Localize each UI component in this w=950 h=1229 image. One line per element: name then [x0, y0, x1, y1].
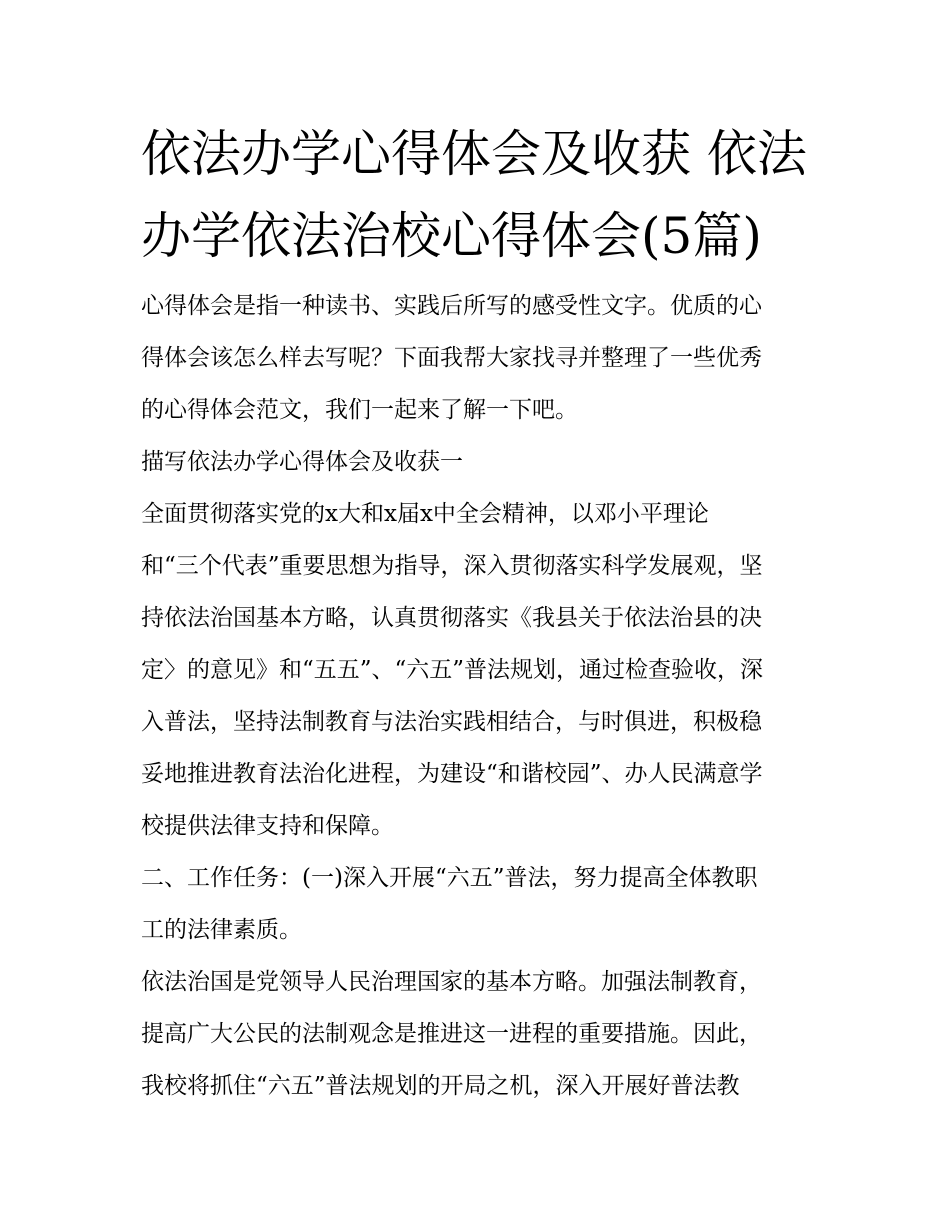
body-line: 工的法律素质。: [141, 917, 302, 943]
body-line: 二、工作任务：(一)深入开展“六五”普法，努力提高全体教职: [141, 865, 758, 891]
document-body: [141, 280, 821, 1112]
title-line: 依法办学心得体会及收获 依法: [141, 125, 807, 183]
body-line: 我校将抓住“六五”普法规划的开局之机，深入开展好普法教: [141, 1073, 740, 1099]
body-line: 的心得体会范文，我们一起来了解一下吧。: [141, 397, 578, 423]
title-line: 办学依法治校心得体会(5篇): [141, 207, 762, 265]
body-line: 妥地推进教育法治化进程，为建设“和谐校园”、办人民满意学: [141, 761, 763, 787]
body-line: 得体会该怎么样去写呢？下面我帮大家找寻并整理了一些优秀: [141, 345, 762, 371]
document-content: [141, 112, 821, 1112]
body-line: 提高广大公民的法制观念是推进这一进程的重要措施。因此，: [141, 1021, 762, 1047]
body-line: 入普法，坚持法制教育与法治实践相结合，与时俱进，积极稳: [141, 709, 762, 735]
body-line: 校提供法律支持和保障。: [141, 813, 394, 839]
body-line: 和“三个代表”重要思想为指导，深入贯彻落实科学发展观，坚: [141, 553, 763, 579]
document-title: [141, 112, 821, 278]
body-line: 依法治国是党领导人民治理国家的基本方略。加强法制教育，: [141, 969, 762, 995]
body-line: 心得体会是指一种读书、实践后所写的感受性文字。优质的心: [141, 293, 762, 319]
body-line: 定〉的意见》和“五五”、“六五”普法规划，通过检查验收，深: [141, 657, 764, 683]
section-heading: 描写依法办学心得体会及收获一: [141, 449, 463, 475]
body-line: 全面贯彻落实党的x大和x届x中全会精神，以邓小平理论: [141, 501, 709, 527]
body-line: 持依法治国基本方略，认真贯彻落实《我县关于依法治县的决: [141, 605, 762, 631]
